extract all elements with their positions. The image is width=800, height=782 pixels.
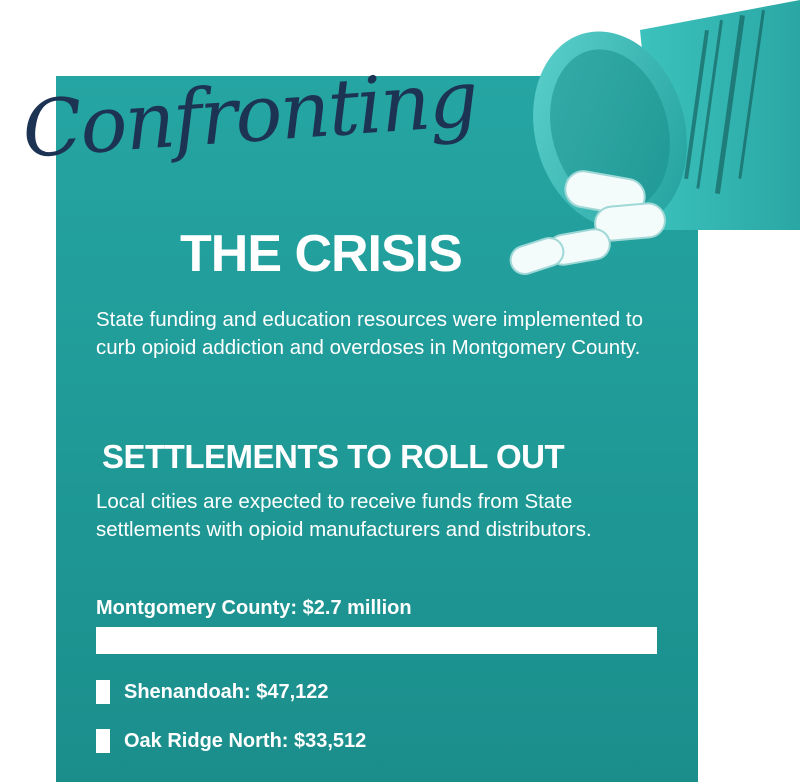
bar-label: Montgomery County: $2.7 million	[96, 597, 412, 619]
pill-bottle-image	[500, 0, 800, 280]
section-heading: SETTLEMENTS TO ROLL OUT	[102, 438, 565, 475]
section-text: Local cities are expected to receive funds from State settlements with opioid manufacturers and distributors.	[96, 490, 592, 541]
bar-shenandoah	[96, 680, 110, 704]
script-title: Confronting	[19, 54, 480, 176]
bar-montgomery-county	[96, 627, 657, 654]
intro-text: State funding and education resources were implemented to curb opioid addiction and overdoses in Montgomery County.	[96, 308, 644, 359]
bar-label: Shenandoah: $47,122	[124, 681, 329, 703]
main-title: THE CRISIS	[180, 225, 462, 283]
bar-label: Oak Ridge North: $33,512	[124, 730, 367, 752]
bar-oak-ridge-north	[96, 729, 110, 753]
